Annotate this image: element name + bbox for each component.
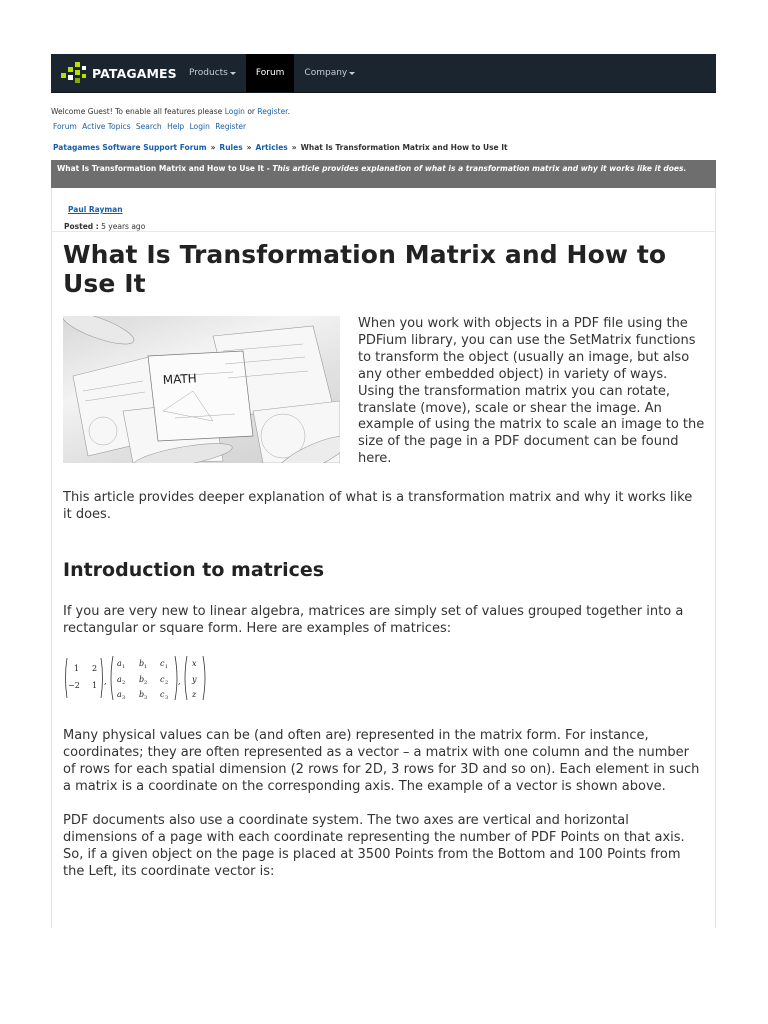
matrix-b-cell: a bbox=[117, 675, 122, 685]
breadcrumb-separator: » bbox=[291, 143, 297, 152]
matrix-b-sub: 1 bbox=[165, 664, 169, 671]
top-navbar bbox=[51, 54, 716, 93]
breadcrumb-forum-home[interactable]: Patagames Software Support Forum bbox=[53, 143, 207, 152]
patagames-logo-icon bbox=[59, 59, 89, 87]
matrix-c-cell: z bbox=[192, 690, 197, 700]
matrix-b-cell: b bbox=[139, 675, 145, 685]
brand-name: PATAGAMES bbox=[92, 65, 177, 81]
author-link[interactable]: Paul Rayman bbox=[68, 205, 123, 214]
page bbox=[51, 54, 716, 928]
welcome-register-link[interactable]: Register bbox=[257, 107, 288, 116]
matrix-c-cell: y bbox=[192, 675, 197, 685]
matrix-b-cell: a bbox=[117, 659, 122, 669]
welcome-text: Welcome Guest! To enable all features please bbox=[51, 107, 223, 116]
welcome-login-link[interactable]: Login bbox=[224, 107, 245, 116]
section-heading: Introduction to matrices bbox=[63, 559, 325, 582]
topic-title: What Is Transformation Matrix and How to Use It bbox=[57, 164, 264, 173]
breadcrumb-separator: » bbox=[246, 143, 252, 152]
matrix-b-sub: 3 bbox=[144, 695, 148, 702]
post-meta bbox=[52, 188, 715, 232]
hero-math-label: MATH bbox=[162, 371, 198, 387]
brand-logo[interactable] bbox=[51, 54, 179, 92]
matrix-b-cell: b bbox=[139, 659, 145, 669]
matrix-b-sub: 2 bbox=[165, 680, 169, 687]
nav-products-label: Products bbox=[189, 68, 228, 78]
link-register[interactable]: Register bbox=[215, 122, 247, 131]
math-hero-image bbox=[63, 316, 340, 463]
matrix-examples-figure bbox=[63, 654, 208, 702]
link-help[interactable]: Help bbox=[167, 122, 185, 131]
breadcrumb-current: What Is Transformation Matrix and How to Use It bbox=[300, 143, 508, 152]
matrix-a-cell: 1 bbox=[92, 681, 98, 691]
link-forum[interactable]: Forum bbox=[53, 122, 77, 131]
nav-forum-label: Forum bbox=[255, 68, 285, 78]
forum-post bbox=[51, 188, 716, 928]
svg-text:,: , bbox=[178, 677, 181, 687]
topic-header bbox=[51, 160, 716, 188]
welcome-message bbox=[51, 107, 716, 116]
article-paragraph: If you are very new to linear algebra, matrices are simply set of values grouped together into a rectangular or square form. Here are examples of matrices: bbox=[63, 604, 684, 637]
welcome-or: or bbox=[247, 107, 255, 116]
posted-label: Posted : bbox=[64, 222, 99, 231]
math-papers-illustration bbox=[63, 316, 340, 463]
caret-down-icon bbox=[349, 72, 355, 75]
nav-company-label: Company bbox=[304, 68, 348, 78]
article-paragraph: PDF documents also use a coordinate system. The two axes are vertical and horizontal dimensions of a page with each coordinate representing the number of PDF Points on that axis. So, if a given object on the page is placed at 3500 Points from the Bottom and 100 Points from the Left, its coordinate vector is: bbox=[63, 813, 685, 880]
topic-dash: - bbox=[264, 164, 273, 173]
breadcrumb-rules[interactable]: Rules bbox=[219, 143, 243, 152]
matrix-b-sub: 3 bbox=[122, 695, 126, 702]
article-paragraph: Many physical values can be (and often are) represented in the matrix form. For instance, coordinates; they are often represented as a vector – a matrix with one column and the number of rows for each spatial dimension (2 rows for 2D, 3 rows for 3D and so on). Each element in such a matrix is a coordinate on the corresponding axis. The example of a vector is shown above. bbox=[63, 728, 700, 795]
matrix-b-cell: c bbox=[160, 659, 165, 669]
matrix-b-cell: a bbox=[117, 690, 122, 700]
breadcrumb bbox=[51, 143, 716, 152]
breadcrumb-separator: » bbox=[210, 143, 216, 152]
posted-date bbox=[64, 222, 715, 231]
topic-description: This article provides explanation of what is a transformation matrix and why it works like it does. bbox=[272, 164, 687, 173]
matrix-b-sub: 2 bbox=[144, 680, 148, 687]
matrix-b-sub: 3 bbox=[165, 695, 169, 702]
matrix-a-cell: −2 bbox=[68, 681, 80, 691]
nav-company[interactable] bbox=[294, 54, 365, 92]
matrix-a-cell: 2 bbox=[92, 664, 98, 674]
link-login[interactable]: Login bbox=[189, 122, 210, 131]
matrix-c-cell: x bbox=[192, 659, 197, 669]
caret-down-icon bbox=[230, 72, 236, 75]
nav-products[interactable] bbox=[179, 54, 246, 92]
link-search[interactable]: Search bbox=[135, 122, 162, 131]
matrix-a-cell: 1 bbox=[74, 664, 80, 674]
welcome-suffix: . bbox=[287, 107, 290, 116]
post-body bbox=[52, 232, 715, 928]
intro-section bbox=[63, 316, 705, 468]
matrix-b-cell: b bbox=[139, 690, 145, 700]
matrix-b-sub: 1 bbox=[144, 664, 148, 671]
matrix-b-sub: 1 bbox=[122, 664, 126, 671]
article-title: What Is Transformation Matrix and How to Use It bbox=[63, 240, 667, 298]
breadcrumb-articles[interactable]: Articles bbox=[255, 143, 288, 152]
svg-text:,: , bbox=[104, 677, 107, 687]
quick-links bbox=[51, 122, 716, 131]
article-paragraph: This article provides deeper explanation of what is a transformation matrix and why it works like it does. bbox=[63, 490, 693, 523]
matrix-b-sub: 2 bbox=[122, 680, 126, 687]
intro-paragraph: When you work with objects in a PDF file using the PDFium library, you can use the SetMatrix functions to transform the object (usually an image, but also any other embedded object) in variety of ways. Using the transformation matrix you can rotate, translate (move), scale or shear the image. An example of using the matrix to scale an image to the size of the page in a PDF document can be found here. bbox=[358, 316, 705, 467]
matrix-b-cell: c bbox=[160, 675, 165, 685]
posted-value: 5 years ago bbox=[101, 222, 146, 231]
link-active-topics[interactable]: Active Topics bbox=[82, 122, 131, 131]
nav-forum[interactable] bbox=[246, 54, 295, 92]
matrix-b-cell: c bbox=[160, 690, 165, 700]
